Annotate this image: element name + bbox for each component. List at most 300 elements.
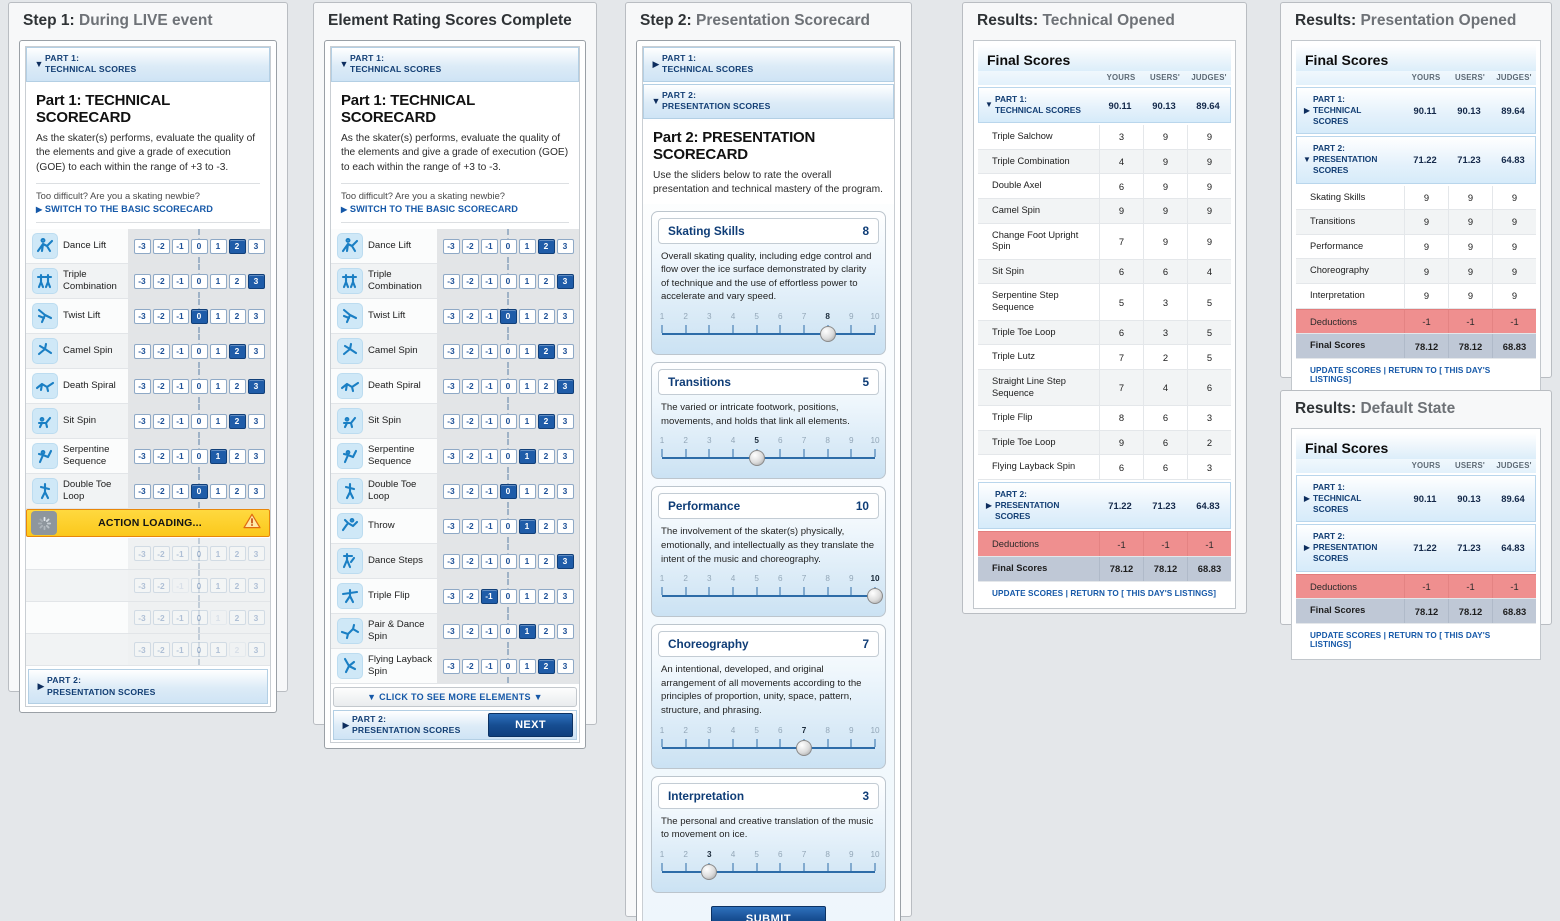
goe-button-0[interactable]: 0 (191, 449, 208, 464)
accordion-label: PART 1: TECHNICAL SCORES (1313, 482, 1362, 515)
goe-button-3[interactable]: 3 (557, 379, 574, 394)
results-row-value: 3 (1099, 125, 1143, 149)
accordion-part2-presentation[interactable] (643, 84, 894, 119)
panel-element-rating-complete (313, 2, 597, 736)
goe-button-minus3[interactable]: -3 (134, 274, 151, 289)
goe-button-3[interactable]: 3 (557, 554, 574, 569)
panel-title-label: Presentation Scorecard (696, 12, 871, 29)
goe-button-minus3[interactable]: -3 (134, 414, 151, 429)
results-row-value: 9 (1404, 210, 1448, 234)
results-header (1296, 433, 1536, 459)
goe-button-1[interactable]: 1 (519, 274, 536, 289)
goe-button-0[interactable]: 0 (191, 309, 208, 324)
goe-button-minus3[interactable]: -3 (443, 449, 460, 464)
slider-track[interactable] (662, 747, 875, 749)
goe-button-0[interactable]: 0 (191, 344, 208, 359)
results-column-header (1296, 459, 1536, 473)
goe-button-1[interactable]: 1 (210, 414, 227, 429)
goe-button-3[interactable]: 3 (248, 449, 265, 464)
switch-link-label: SWITCH TO THE BASIC SCORECARD (349, 204, 519, 215)
goe-button-0[interactable]: 0 (191, 239, 208, 254)
slider-handle[interactable] (820, 326, 836, 342)
slider-handle[interactable] (796, 740, 812, 756)
final-scores-value: 78.12 (1404, 599, 1448, 623)
goe-button-0[interactable]: 0 (500, 309, 517, 324)
goe-button-0[interactable]: 0 (500, 344, 517, 359)
goe-button-1[interactable]: 1 (519, 379, 536, 394)
goe-button-group (437, 439, 579, 473)
results-links[interactable]: UPDATE SCORES | RETURN TO [ THIS DAY'S LISTINGS] (1310, 365, 1491, 384)
goe-button-minus3[interactable]: -3 (134, 449, 151, 464)
accordion-part2-presentation[interactable] (28, 669, 268, 704)
slider-value: 7 (862, 637, 869, 652)
goe-button-3[interactable]: 3 (248, 484, 265, 499)
goe-button-0[interactable]: 0 (191, 379, 208, 394)
goe-button-minus3[interactable]: -3 (134, 484, 151, 499)
goe-button-3[interactable]: 3 (557, 519, 574, 534)
panel-title (963, 3, 1246, 40)
goe-button-1[interactable]: 1 (519, 659, 536, 674)
goe-button-minus2[interactable]: -2 (462, 659, 479, 674)
goe-button-2[interactable]: 2 (229, 449, 246, 464)
slider-track[interactable] (662, 595, 875, 597)
panel-title-label: Technical Opened (1042, 12, 1175, 29)
panel-step-label: Step 1: (23, 12, 75, 29)
element-name: Camel Spin (63, 345, 113, 357)
goe-button-0[interactable]: 0 (191, 274, 208, 289)
goe-button-minus1[interactable]: -1 (172, 239, 189, 254)
goe-button-minus1[interactable]: -1 (481, 239, 498, 254)
placeholder-icon (32, 542, 58, 568)
slider-tick-label: 9 (849, 849, 854, 859)
goe-button-minus1[interactable]: -1 (481, 309, 498, 324)
results-row-value: 6 (1143, 406, 1187, 430)
goe-button-1[interactable]: 1 (210, 239, 227, 254)
element-rating-row (331, 649, 579, 684)
element-name: Throw (368, 520, 395, 532)
goe-button-0[interactable]: 0 (500, 519, 517, 534)
ghost-element-row (26, 602, 270, 634)
final-scores-label: Final Scores (1310, 340, 1366, 351)
element-rating-row (331, 229, 579, 264)
goe-button-minus2[interactable]: -2 (153, 484, 170, 499)
goe-button-minus2[interactable]: -2 (462, 554, 479, 569)
goe-button-1[interactable]: 1 (519, 624, 536, 639)
slider-card-header (658, 493, 879, 519)
slider-tick-label: 1 (659, 849, 665, 859)
goe-button-minus2[interactable]: -2 (153, 309, 170, 324)
goe-button-minus2[interactable]: -2 (462, 309, 479, 324)
goe-button-3[interactable]: 3 (557, 589, 574, 604)
goe-button-2[interactable]: 2 (538, 309, 555, 324)
final-scores-value: 78.12 (1448, 334, 1492, 358)
skater-twist-lift-icon (337, 303, 363, 329)
accordion-part2-presentation[interactable] (333, 710, 577, 740)
goe-button-minus1[interactable]: -1 (481, 379, 498, 394)
goe-button-minus2: -2 (153, 578, 170, 593)
goe-button-3[interactable]: 3 (557, 309, 574, 324)
goe-button-group (437, 649, 579, 683)
goe-button-minus3[interactable]: -3 (443, 659, 460, 674)
goe-button-minus2[interactable]: -2 (462, 589, 479, 604)
goe-button-minus1[interactable]: -1 (481, 589, 498, 604)
goe-button-2[interactable]: 2 (538, 484, 555, 499)
results-row-value: 2 (1143, 345, 1187, 369)
goe-button-1[interactable]: 1 (210, 484, 227, 499)
goe-button-1[interactable]: 1 (210, 274, 227, 289)
rating-slider[interactable] (659, 574, 880, 608)
column-yours: YOURS (1106, 73, 1136, 82)
chevron-down-icon: ▼ (367, 692, 377, 703)
next-button[interactable]: NEXT (488, 713, 573, 737)
goe-button-2[interactable]: 2 (229, 239, 246, 254)
goe-button-0: 0 (191, 610, 208, 625)
goe-button-minus2[interactable]: -2 (462, 414, 479, 429)
goe-button-2[interactable]: 2 (538, 449, 555, 464)
results-links[interactable]: UPDATE SCORES | RETURN TO [ THIS DAY'S LISTINGS] (992, 588, 1217, 598)
results-row-label: Skating Skills (1310, 191, 1366, 202)
goe-button-0[interactable]: 0 (500, 274, 517, 289)
slider-tick-label: 10 (870, 849, 880, 859)
goe-button-minus2[interactable]: -2 (153, 449, 170, 464)
results-total-value: 64.83 (1501, 542, 1525, 554)
goe-button-minus1[interactable]: -1 (172, 274, 189, 289)
goe-button-minus2[interactable]: -2 (462, 624, 479, 639)
goe-button-2[interactable]: 2 (229, 344, 246, 359)
goe-button-3[interactable]: 3 (557, 274, 574, 289)
goe-button-minus2[interactable]: -2 (462, 274, 479, 289)
slider-tick-label: 2 (683, 849, 688, 859)
goe-button-2[interactable]: 2 (538, 624, 555, 639)
results-rows (1296, 87, 1536, 359)
goe-button-minus1[interactable]: -1 (481, 659, 498, 674)
goe-button-minus1[interactable]: -1 (481, 484, 498, 499)
goe-button-minus2[interactable]: -2 (153, 274, 170, 289)
goe-button-minus1[interactable]: -1 (481, 519, 498, 534)
goe-button-minus3[interactable]: -3 (443, 624, 460, 639)
goe-button-minus1[interactable]: -1 (172, 379, 189, 394)
goe-button-0[interactable]: 0 (500, 589, 517, 604)
slider-tick-mark (732, 739, 733, 747)
slider-tick-label: 7 (801, 574, 807, 584)
column-judges: JUDGES' (1191, 73, 1227, 82)
submit-button[interactable]: SUBMIT (711, 906, 826, 921)
device-frame (19, 40, 277, 713)
final-scores-value: 78.12 (1404, 334, 1448, 358)
goe-button-group (128, 299, 270, 333)
column-users: USERS' (1455, 461, 1485, 470)
switch-basic-scorecard-link[interactable] (36, 204, 260, 214)
goe-button-2[interactable]: 2 (229, 379, 246, 394)
goe-button-minus2[interactable]: -2 (462, 484, 479, 499)
goe-button-minus1[interactable]: -1 (172, 484, 189, 499)
goe-button-group (437, 474, 579, 508)
results-total-value: 90.11 (1108, 99, 1132, 111)
goe-button-3[interactable]: 3 (557, 449, 574, 464)
goe-button-0[interactable]: 0 (191, 484, 208, 499)
slider-card-header (658, 783, 879, 809)
results-rows (1296, 475, 1536, 624)
slider-description: The personal and creative translation of the music to movement on ice. (661, 815, 874, 841)
results-row-value: 5 (1099, 284, 1143, 319)
slider-title: Skating Skills (668, 223, 745, 238)
goe-button-2[interactable]: 2 (538, 239, 555, 254)
slider-tick-mark (732, 325, 733, 333)
slider-tick-label: 8 (825, 725, 830, 735)
goe-button-minus3[interactable]: -3 (443, 239, 460, 254)
goe-button-minus3[interactable]: -3 (443, 554, 460, 569)
results-table-row (978, 260, 1231, 285)
slider-title: Performance (668, 499, 741, 514)
goe-button-3[interactable]: 3 (248, 344, 265, 359)
goe-button-1[interactable]: 1 (210, 309, 227, 324)
results-accordion-part1[interactable] (978, 87, 1231, 123)
device-screen (25, 46, 271, 707)
slider-tick-label: 3 (707, 574, 712, 584)
rating-slider[interactable] (659, 312, 880, 346)
goe-button-minus2[interactable]: -2 (462, 379, 479, 394)
rating-slider[interactable] (659, 725, 880, 760)
results-row-label: Choreography (1310, 265, 1369, 276)
goe-button-2[interactable]: 2 (229, 484, 246, 499)
skater-death-spiral-icon (337, 373, 363, 399)
slider-tick-label: 1 (659, 436, 665, 446)
goe-button-minus3[interactable]: -3 (443, 379, 460, 394)
accordion-part1-technical[interactable] (643, 47, 894, 82)
goe-button-1[interactable]: 1 (210, 344, 227, 359)
goe-button-1[interactable]: 1 (519, 309, 536, 324)
results-accordion-part2[interactable] (1296, 524, 1536, 571)
results-row-value: 9 (1492, 259, 1536, 283)
goe-button-1[interactable]: 1 (210, 379, 227, 394)
goe-button-minus1[interactable]: -1 (172, 414, 189, 429)
goe-button-3[interactable]: 3 (248, 414, 265, 429)
goe-button-3[interactable]: 3 (557, 484, 574, 499)
goe-button-group (437, 509, 579, 543)
goe-button-3[interactable]: 3 (557, 624, 574, 639)
chevron-down-icon: ▼ (1303, 154, 1311, 164)
slider-handle[interactable] (867, 588, 883, 604)
goe-button-2[interactable]: 2 (538, 344, 555, 359)
accordion-label: PART 2: PRESENTATION SCORES (1313, 531, 1378, 564)
goe-button-minus3[interactable]: -3 (443, 414, 460, 429)
goe-button-1[interactable]: 1 (210, 449, 227, 464)
slider-tick-mark (756, 863, 757, 871)
goe-button-minus3[interactable]: -3 (443, 344, 460, 359)
results-row-value: 5 (1187, 284, 1231, 319)
goe-button-2[interactable]: 2 (538, 414, 555, 429)
results-table-row (1296, 259, 1536, 284)
goe-button-minus3[interactable]: -3 (134, 309, 151, 324)
results-row-label: Sit Spin (992, 265, 1025, 276)
slider-tick-label: 10 (870, 436, 880, 446)
goe-button-minus1[interactable]: -1 (481, 624, 498, 639)
slider-card-list (643, 211, 894, 893)
goe-button-minus3[interactable]: -3 (443, 274, 460, 289)
slider-title: Choreography (668, 637, 749, 652)
goe-button-3[interactable]: 3 (248, 274, 265, 289)
see-more-label: CLICK TO SEE MORE ELEMENTS (379, 692, 531, 703)
goe-button-3[interactable]: 3 (557, 344, 574, 359)
rating-slider[interactable] (659, 436, 880, 470)
goe-button-2[interactable]: 2 (229, 309, 246, 324)
goe-button-minus1[interactable]: -1 (481, 344, 498, 359)
slider-tick-label: 1 (659, 312, 665, 322)
slider-ticks (659, 849, 880, 870)
goe-button-0[interactable]: 0 (500, 624, 517, 639)
results-row-value: 6 (1143, 260, 1187, 284)
goe-button-group (128, 369, 270, 403)
goe-button-2[interactable]: 2 (538, 589, 555, 604)
goe-button-minus3[interactable]: -3 (134, 344, 151, 359)
goe-button-minus1[interactable]: -1 (172, 449, 189, 464)
results-table-row (1296, 210, 1536, 235)
slider-tick-mark (662, 863, 663, 871)
results-accordion-part1[interactable] (1296, 87, 1536, 134)
goe-button-group (128, 634, 270, 665)
results-row-label: Triple Combination (992, 155, 1070, 166)
goe-button-3[interactable]: 3 (248, 379, 265, 394)
goe-button-0[interactable]: 0 (500, 484, 517, 499)
results-row-label: Serpentine Step Sequence (992, 290, 1059, 313)
goe-button-1[interactable]: 1 (519, 519, 536, 534)
results-table-row (978, 370, 1231, 406)
results-links[interactable]: UPDATE SCORES | RETURN TO [ THIS DAY'S LISTINGS] (1310, 630, 1491, 649)
goe-button-1[interactable]: 1 (519, 589, 536, 604)
skater-double-toe-loop-icon (337, 478, 363, 504)
goe-button-minus3[interactable]: -3 (443, 309, 460, 324)
results-row-value: 6 (1099, 321, 1143, 345)
goe-button-2[interactable]: 2 (538, 274, 555, 289)
goe-button-0[interactable]: 0 (191, 414, 208, 429)
slider-track[interactable] (662, 871, 875, 873)
results-card (973, 40, 1236, 609)
slider-tick-label: 1 (659, 725, 665, 735)
slider-tick-label: 6 (778, 574, 783, 584)
results-row-label: Triple Flip (992, 412, 1033, 423)
slider-tick-label: 7 (801, 436, 807, 446)
goe-button-minus2[interactable]: -2 (462, 344, 479, 359)
goe-button-minus1[interactable]: -1 (172, 344, 189, 359)
rating-slider[interactable] (659, 849, 880, 884)
goe-button-minus2[interactable]: -2 (462, 239, 479, 254)
final-scores-value: 68.83 (1187, 557, 1231, 581)
goe-button-minus3[interactable]: -3 (443, 589, 460, 604)
goe-button-0[interactable]: 0 (500, 449, 517, 464)
goe-button-minus1[interactable]: -1 (172, 309, 189, 324)
scorecard-heading: Part 1: TECHNICAL SCORECARD (341, 91, 475, 126)
results-row-value: 9 (1448, 210, 1492, 234)
goe-button-0[interactable]: 0 (500, 379, 517, 394)
results-card (1291, 428, 1541, 660)
goe-button-1[interactable]: 1 (519, 554, 536, 569)
goe-button-minus2[interactable]: -2 (462, 519, 479, 534)
goe-button-minus3[interactable]: -3 (443, 484, 460, 499)
goe-button-2[interactable]: 2 (538, 379, 555, 394)
slider-track[interactable] (662, 457, 875, 459)
results-table-row (978, 284, 1231, 320)
results-row-value: 9 (1187, 199, 1231, 223)
goe-button-minus3[interactable]: -3 (443, 519, 460, 534)
goe-button-0[interactable]: 0 (500, 414, 517, 429)
goe-button-1[interactable]: 1 (519, 449, 536, 464)
goe-button-group (128, 229, 270, 263)
goe-button-2[interactable]: 2 (538, 519, 555, 534)
goe-button-minus2[interactable]: -2 (462, 449, 479, 464)
goe-button-0[interactable]: 0 (500, 659, 517, 674)
goe-button-0[interactable]: 0 (500, 554, 517, 569)
slider-tick-label: 2 (683, 312, 688, 322)
goe-button-minus1[interactable]: -1 (481, 449, 498, 464)
skater-dance-lift-icon (337, 233, 363, 259)
slider-tick-label: 3 (707, 849, 712, 859)
results-accordion-part2[interactable] (978, 482, 1231, 529)
goe-button-minus1[interactable]: -1 (481, 554, 498, 569)
goe-button-1[interactable]: 1 (519, 484, 536, 499)
goe-button-3[interactable]: 3 (248, 239, 265, 254)
goe-button-3[interactable]: 3 (557, 239, 574, 254)
slider-card-header (658, 369, 879, 395)
slider-tick-mark (756, 739, 757, 747)
slider-handle[interactable] (701, 864, 717, 880)
goe-button-1[interactable]: 1 (519, 414, 536, 429)
slider-tick-label: 8 (825, 436, 830, 446)
goe-button-3[interactable]: 3 (557, 414, 574, 429)
presentation-heading: Part 2: PRESENTATION SCORECARD (653, 128, 816, 163)
goe-button-minus2[interactable]: -2 (153, 239, 170, 254)
slider-tick-label: 6 (778, 436, 783, 446)
see-more-elements-button[interactable] (333, 687, 577, 707)
goe-button-3[interactable]: 3 (248, 309, 265, 324)
goe-button-2[interactable]: 2 (538, 659, 555, 674)
slider-tick-label: 9 (849, 436, 854, 446)
results-row-value: 9 (1143, 224, 1187, 259)
slider-tick-mark (803, 325, 804, 333)
switch-basic-scorecard-link[interactable] (341, 204, 569, 214)
goe-button-minus1[interactable]: -1 (481, 414, 498, 429)
results-accordion-part1[interactable] (1296, 475, 1536, 522)
accordion-part1-technical[interactable] (26, 47, 270, 82)
results-accordion-part2[interactable] (1296, 136, 1536, 183)
goe-button-minus3[interactable]: -3 (134, 379, 151, 394)
goe-button-0[interactable]: 0 (500, 239, 517, 254)
goe-button-2[interactable]: 2 (229, 414, 246, 429)
goe-button-3[interactable]: 3 (557, 659, 574, 674)
goe-button-2[interactable]: 2 (538, 554, 555, 569)
slider-title: Transitions (668, 375, 731, 390)
goe-button-0: 0 (191, 578, 208, 593)
goe-button-minus1[interactable]: -1 (481, 274, 498, 289)
goe-button-1[interactable]: 1 (519, 239, 536, 254)
slider-handle[interactable] (749, 450, 765, 466)
skater-double-toe-loop-icon (32, 478, 58, 504)
accordion-part1-technical[interactable] (331, 47, 579, 82)
newbie-prompt: Too difficult? Are you a skating newbie? (341, 190, 505, 202)
element-rating-row (331, 614, 579, 649)
deductions-value: -1 (1492, 575, 1536, 599)
goe-button-minus2[interactable]: -2 (153, 344, 170, 359)
slider-track[interactable] (662, 333, 875, 335)
results-row-value: 9 (1143, 174, 1187, 198)
goe-button-minus3[interactable]: -3 (134, 239, 151, 254)
goe-button-1[interactable]: 1 (519, 344, 536, 359)
goe-button-minus2[interactable]: -2 (153, 414, 170, 429)
chevron-right-icon: ▶ (1303, 493, 1311, 503)
goe-button-minus2[interactable]: -2 (153, 379, 170, 394)
goe-button-2[interactable]: 2 (229, 274, 246, 289)
element-name: Sit Spin (63, 415, 97, 427)
results-row-value: 6 (1099, 174, 1143, 198)
